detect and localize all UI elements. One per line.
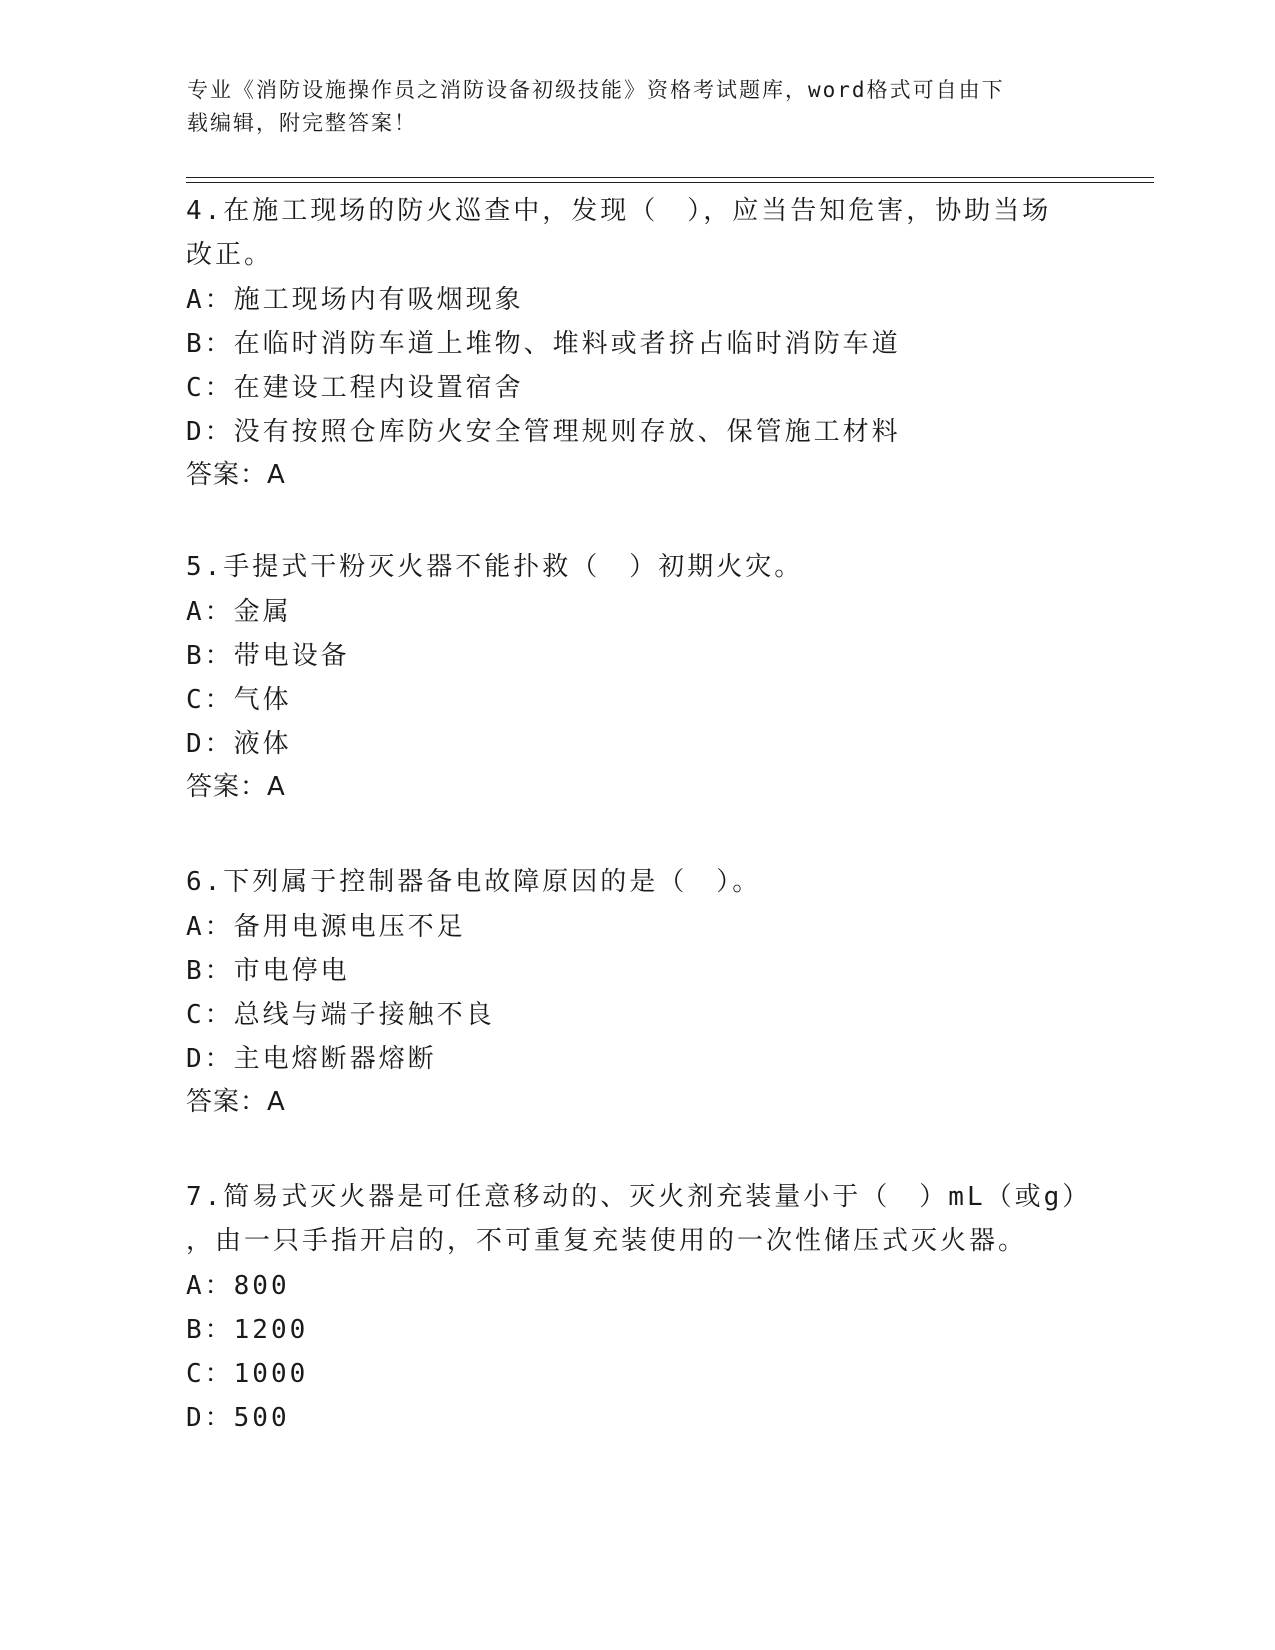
- header-line-2: 载编辑，附完整答案！: [187, 111, 417, 135]
- option-b: B：市电停电: [186, 956, 350, 986]
- option-a: A：施工现场内有吸烟现象: [186, 285, 524, 315]
- document-header: [187, 74, 1067, 140]
- option-c: C：1000: [186, 1359, 309, 1389]
- question-stem: 5.手提式干粉灭火器不能扑救（ ）初期火灾。: [186, 552, 804, 582]
- option-c: C：气体: [186, 685, 292, 715]
- question-stem: 7.简易式灭火器是可任意移动的、灭火剂充装量小于（ ）mL（或g）: [186, 1182, 1092, 1212]
- question-stem: 4.在施工现场的防火巡查中，发现（ ），应当告知危害，协助当场: [186, 196, 1052, 226]
- option-d: D：液体: [186, 729, 292, 759]
- option-d: D：没有按照仓库防火安全管理规则存放、保管施工材料: [186, 417, 901, 447]
- option-a: A：800: [186, 1271, 290, 1301]
- option-a: A：金属: [186, 597, 292, 627]
- option-b: B：带电设备: [186, 641, 350, 671]
- question-stem: 6.下列属于控制器备电故障原因的是（ ）。: [186, 867, 762, 897]
- option-d: D：主电熔断器熔断: [186, 1044, 437, 1074]
- header-divider-top: [186, 177, 1154, 178]
- option-d: D：500: [186, 1403, 290, 1433]
- header-divider-bottom: [186, 182, 1154, 183]
- answer: 答案：A: [186, 772, 286, 802]
- option-b: B：在临时消防车道上堆物、堆料或者挤占临时消防车道: [186, 329, 901, 359]
- question-stem-continued: ，由一只手指开启的，不可重复充装使用的一次性储压式灭火器。: [186, 1226, 1028, 1256]
- option-c: C：在建设工程内设置宿舍: [186, 373, 524, 403]
- option-b: B：1200: [186, 1315, 309, 1345]
- question-stem-continued: 改正。: [186, 240, 274, 270]
- option-c: C：总线与端子接触不良: [186, 1000, 495, 1030]
- header-line-1: 专业《消防设施操作员之消防设备初级技能》资格考试题库，word格式可自由下: [187, 78, 1005, 102]
- option-a: A：备用电源电压不足: [186, 912, 466, 942]
- answer: 答案：A: [186, 1087, 286, 1117]
- answer: 答案：A: [186, 460, 286, 490]
